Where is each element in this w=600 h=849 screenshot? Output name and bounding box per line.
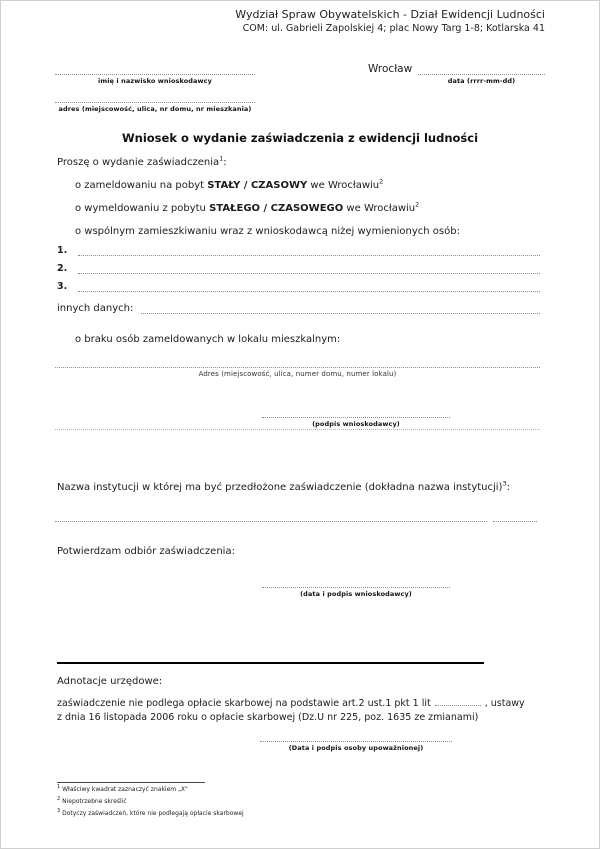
applicant-name-block [55, 63, 255, 85]
city-date-block [368, 62, 545, 85]
date-format-label: data (rrrr-mm-dd) [447, 77, 516, 85]
option-registration-bold: STAŁY / CZASOWY [207, 180, 308, 191]
footnote-2-text: Niepotrzebne skreślić [62, 798, 127, 805]
other-data-row [57, 300, 540, 314]
institution-footnote-ref: 3 [502, 479, 507, 488]
person-field-3[interactable] [78, 278, 540, 292]
applicant-name-field[interactable] [55, 63, 255, 75]
request-intro-footnote-ref: 1 [219, 154, 224, 163]
institution-label-colon: : [506, 482, 510, 493]
option-deregistration [75, 200, 420, 214]
header-department: Wydział Spraw Obywatelskich - Dział Ewidencji Ludności [235, 8, 545, 21]
option-registration-footnote-ref: 2 [379, 177, 384, 186]
other-data-field[interactable] [141, 300, 540, 314]
date-field[interactable] [418, 62, 545, 75]
person-row-3 [57, 278, 540, 292]
request-intro-colon: : [223, 157, 227, 168]
applicant-signature-field[interactable] [262, 406, 450, 418]
footnote-1 [57, 786, 357, 793]
option-registration-post: we Wrocławiu [307, 180, 380, 191]
institution-label [57, 479, 510, 493]
annotations-divider [57, 662, 484, 664]
fee-text-pre: zaświadczenie nie podlega opłacie skarbowej na podstawie art.2 ust.1 pkt 1 lit [57, 698, 431, 709]
authorized-signature-block [260, 730, 452, 752]
receipt-confirmation-label: Potwierdzam odbiór zaświadczenia: [57, 546, 235, 557]
person-field-1[interactable] [78, 242, 540, 256]
applicant-address-field[interactable] [55, 91, 255, 103]
annotations-title: Adnotacje urzędowe: [57, 676, 163, 687]
footnote-1-text: Właściwy kwadrat zaznaczyć znakiem „X" [62, 786, 188, 793]
premises-address-label: Adres (miejscowość, ulica, numer domu, numer lokalu) [198, 370, 397, 378]
premises-address-block [55, 356, 540, 378]
applicant-address-block [55, 91, 255, 113]
option-registration [75, 177, 384, 191]
section-divider-dotted [55, 429, 540, 430]
person-row-2 [57, 260, 540, 274]
applicant-signature-label: (podpis wnioskodawcy) [312, 420, 400, 428]
footnotes [57, 786, 357, 822]
fee-letter-blank[interactable] [435, 697, 481, 706]
receipt-signature-field[interactable] [262, 576, 450, 588]
header-offices: COM: ul. Gabrieli Zapolskiej 4; plac Nowy Targ 1-8; Kotlarska 41 [242, 22, 545, 34]
option-registration-pre: o zameldowaniu na pobyt [75, 180, 208, 191]
request-intro-text: Proszę o wydanie zaświadczenia [57, 157, 220, 168]
person-number-3: 3. [57, 281, 68, 292]
option-cohabitation [75, 226, 460, 237]
authorized-signature-label: (Data i podpis osoby upoważnionej) [288, 744, 424, 752]
header [235, 8, 545, 36]
fee-exemption-text [57, 697, 547, 725]
applicant-address-label: adres (miejscowość, ulica, nr domu, nr mieszkania) [58, 105, 252, 113]
fee-text-line2: z dnia 16 listopada 2006 roku o opłacie skarbowej (Dz.U nr 225, poz. 1635 ze zmianami) [57, 712, 479, 723]
option-deregistration-bold: STAŁEGO / CZASOWEGO [209, 203, 344, 214]
applicant-name-label: imię i nazwisko wnioskodawcy [98, 77, 212, 85]
option-deregistration-footnote-ref: 2 [415, 200, 420, 209]
city-label: Wrocław [368, 63, 413, 75]
footnote-3-number: 3 [57, 808, 61, 814]
premises-address-field[interactable] [55, 356, 540, 368]
fee-text-post: , ustawy [484, 698, 525, 709]
institution-field-extra[interactable] [493, 510, 537, 522]
form-title: Wniosek o wydanie zaświadczenia z ewidencji ludności [121, 131, 479, 145]
receipt-signature-block [262, 576, 450, 598]
applicant-signature-block [262, 406, 450, 428]
footnote-2-number: 2 [57, 796, 61, 802]
option-no-registered-persons: o braku osób zameldowanych w lokalu mieszkalnym: [75, 334, 341, 345]
authorized-signature-field[interactable] [260, 730, 452, 742]
option-deregistration-pre: o wymeldowaniu z pobytu [75, 203, 210, 214]
footnotes-divider [57, 782, 205, 783]
person-number-1: 1. [57, 245, 68, 256]
receipt-signature-label: (data i podpis wnioskodawcy) [300, 590, 412, 598]
institution-field[interactable] [55, 510, 487, 522]
footnote-3-text: Dotyczy zaświadczeń, które nie podlegają opłacie skarbowej [62, 810, 244, 817]
person-row-1 [57, 242, 540, 256]
institution-field-row [55, 510, 537, 522]
person-number-2: 2. [57, 263, 68, 274]
footnote-3 [57, 810, 357, 817]
person-field-2[interactable] [78, 260, 540, 274]
request-intro [57, 154, 227, 168]
other-data-label: innych danych: [57, 303, 134, 314]
footnote-2 [57, 798, 357, 805]
institution-label-text: Nazwa instytucji w której ma być przedłożone zaświadczenie (dokładna nazwa instytucji) [57, 482, 503, 493]
option-cohabitation-pre: o wspólnym zamieszkiwaniu wraz z wnioskodawcą niżej wymienionych osób: [75, 226, 460, 237]
option-deregistration-post: we Wrocławiu [343, 203, 416, 214]
footnote-1-number: 1 [57, 784, 61, 790]
